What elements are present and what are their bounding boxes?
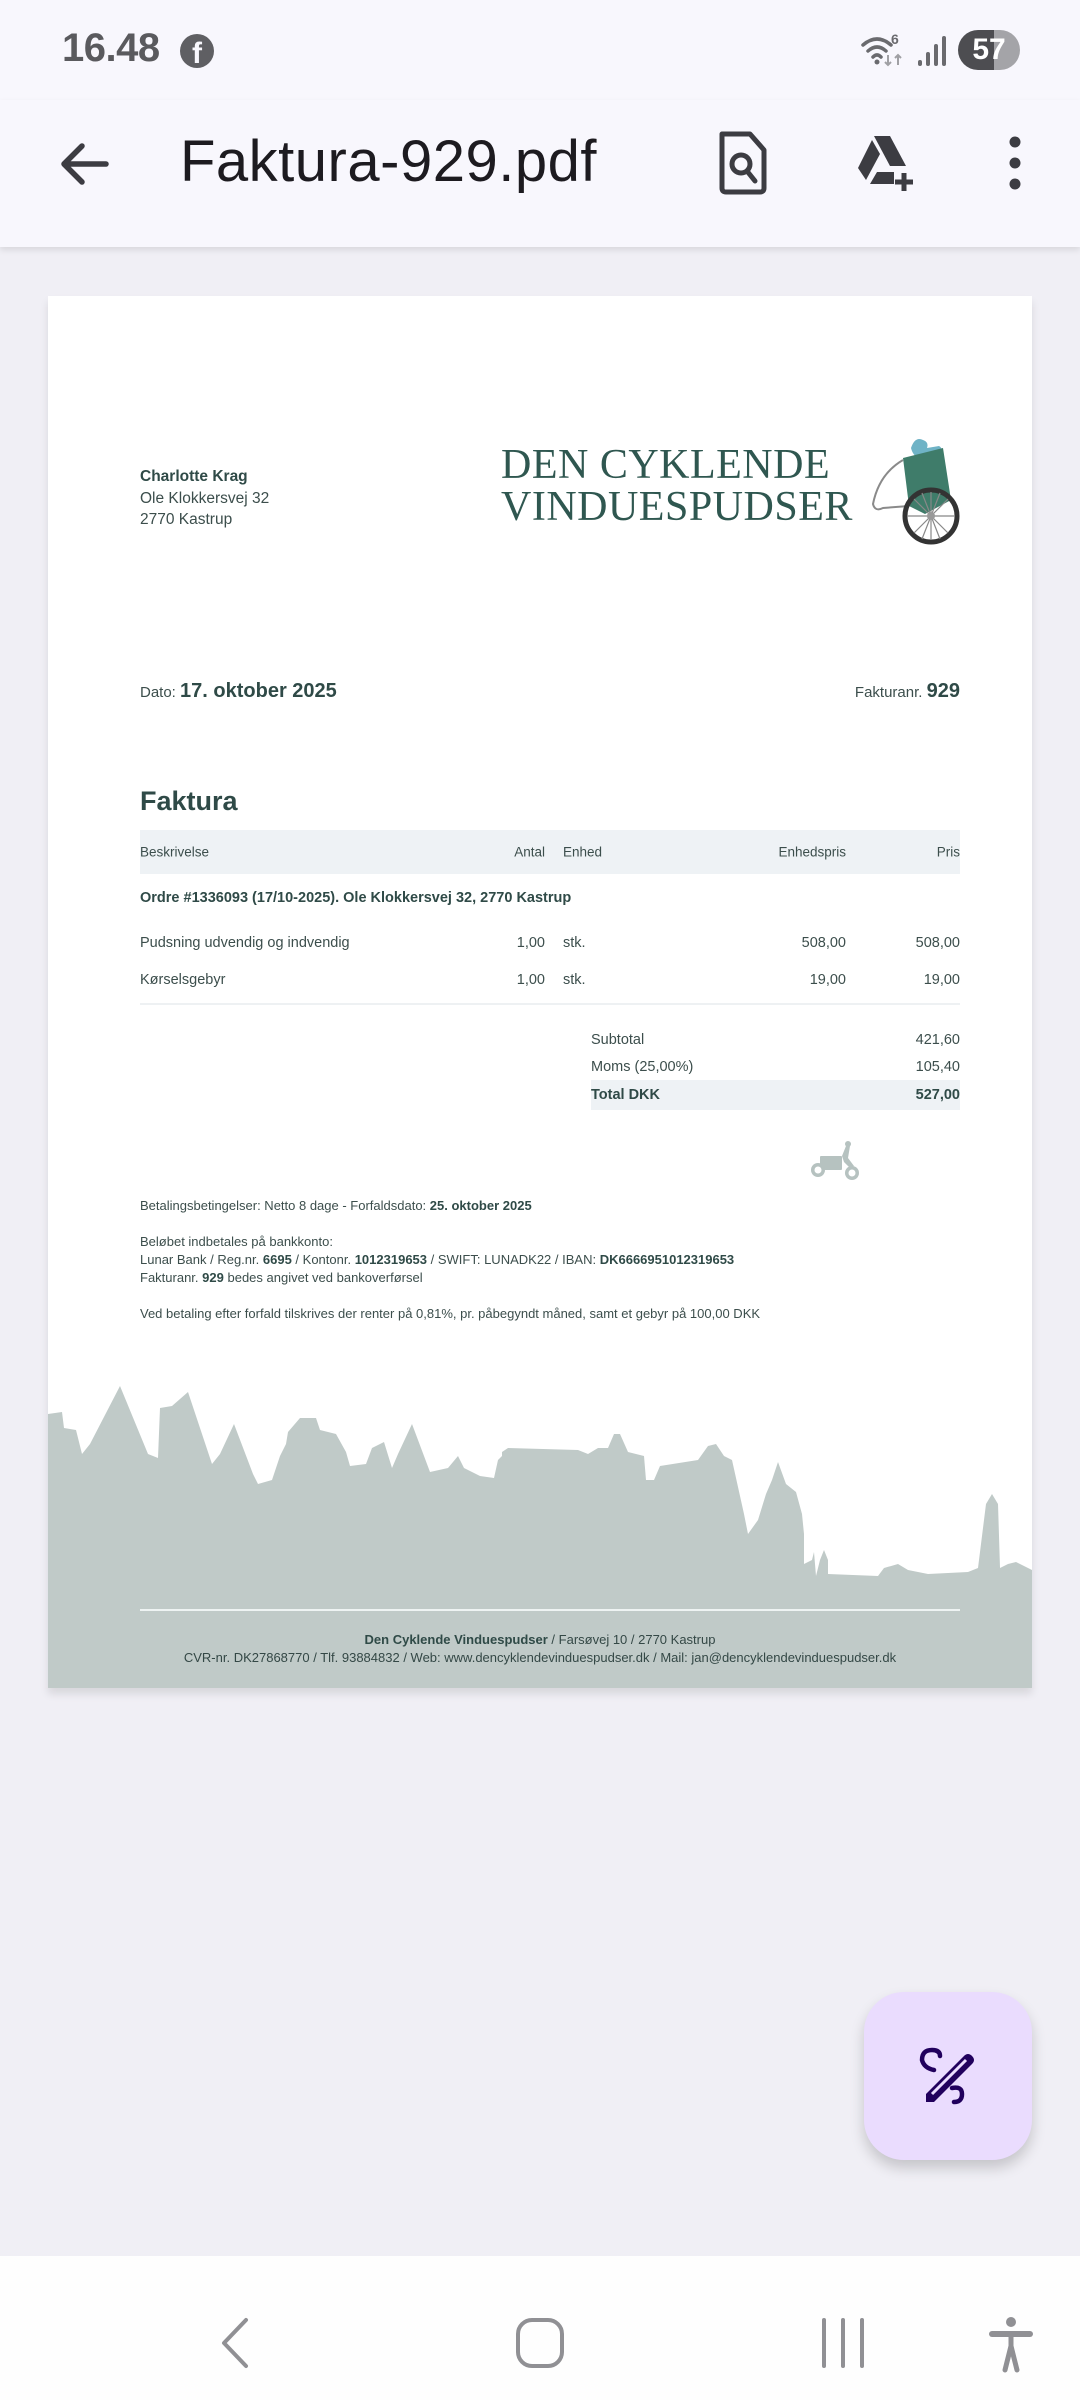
iban: DK6666951012319653 <box>599 1252 735 1267</box>
line-items-table <box>140 830 960 998</box>
totals-block <box>591 1026 960 1110</box>
item-description: Kørselsgebyr <box>140 971 226 988</box>
reference-suffix: bedes angivet ved bankoverførsel <box>227 1270 423 1285</box>
vat-label: Moms (25,00%) <box>591 1058 694 1075</box>
wifi-label: 6 <box>891 31 899 47</box>
item-quantity: 1,00 <box>516 971 545 988</box>
reference-prefix: Fakturanr. <box>140 1270 199 1285</box>
swift-iban-label: / SWIFT: LUNADK22 / IBAN: <box>430 1252 597 1267</box>
nav-recents-icon[interactable] <box>818 2316 868 2370</box>
item-unit: stk. <box>563 934 586 951</box>
item-unit: stk. <box>563 971 586 988</box>
facebook-icon: f <box>180 34 214 68</box>
total-label: Total DKK <box>591 1087 661 1103</box>
item-price: 19,00 <box>923 971 960 988</box>
recipient-street: Ole Klokkersvej 32 <box>140 489 270 507</box>
more-vert-icon[interactable] <box>980 128 1050 198</box>
item-price: 508,00 <box>915 934 960 951</box>
wifi-icon <box>860 31 906 69</box>
logo-line-2: VINDUESPUDSER <box>501 484 853 530</box>
reference-number: 929 <box>202 1270 224 1285</box>
item-quantity: 1,00 <box>516 934 545 951</box>
document-title: Faktura-929.pdf <box>180 129 597 194</box>
date-label: Dato: <box>140 684 176 701</box>
footer-contact: CVR-nr. DK27868770 / Tlf. 93884832 / Web: www.dencyklendevinduespudser.dk / Mail: jan@dencyklendevinduespudser.dk <box>183 1650 897 1665</box>
col-header-description: Beskrivelse <box>140 844 210 860</box>
item-unit-price: 19,00 <box>809 971 846 988</box>
battery-indicator: 57 <box>958 30 1020 70</box>
app-bar <box>0 100 1080 247</box>
company-logo <box>501 434 961 546</box>
payment-reference <box>140 1269 960 1287</box>
invoice-date <box>140 680 337 703</box>
bank-intro: Beløbet indbetales på bankkonto: <box>140 1234 333 1249</box>
logo-line-1: DEN CYKLENDE <box>501 442 831 488</box>
footer-divider <box>140 1609 960 1611</box>
date-value: 17. oktober 2025 <box>180 680 337 702</box>
table-divider <box>140 1003 960 1005</box>
recipient-address <box>140 466 269 531</box>
logo-text <box>501 444 853 528</box>
signal-icon <box>916 32 948 68</box>
invoice-heading: Faktura <box>140 786 238 816</box>
accessibility-icon[interactable] <box>988 2316 1034 2374</box>
table-row <box>140 961 960 998</box>
nav-home-icon[interactable] <box>514 2316 566 2370</box>
draw-icon <box>918 2046 978 2106</box>
nav-back-icon[interactable] <box>218 2316 252 2370</box>
late-fee-notice: Ved betaling efter forfald tilskrives der renter på 0,81%, pr. påbegyndt måned, samt et gebyr på 100,00 DKK <box>140 1306 761 1321</box>
col-header-price: Pris <box>936 844 960 860</box>
table-header <box>140 830 960 874</box>
status-time: 16.48 <box>62 26 160 70</box>
payment-terms <box>140 1197 960 1323</box>
kontonr-label: / Kontonr. <box>295 1252 352 1267</box>
annotate-fab-button[interactable] <box>864 1992 1032 2160</box>
item-description: Pudsning udvendig og indvendig <box>140 934 350 951</box>
total-value: 527,00 <box>915 1087 960 1103</box>
payment-conditions-text: Betalingsbetingelser: Netto 8 dage - Forfaldsdato: <box>140 1198 427 1213</box>
footer-company-name: Den Cyklende Vinduespudser <box>364 1632 548 1647</box>
cargo-bike-icon <box>806 1140 864 1182</box>
invoice-number <box>855 680 960 703</box>
col-header-quantity: Antal <box>514 844 545 860</box>
footer-address: / Farsøvej 10 / 2770 Kastrup <box>551 1632 716 1647</box>
bike-cart-logo-icon <box>869 434 961 546</box>
kontonr: 1012319653 <box>354 1252 428 1267</box>
col-header-unit-price: Enhedspris <box>778 844 846 860</box>
payment-conditions <box>140 1197 960 1215</box>
total-row <box>591 1080 960 1110</box>
recipient-name: Charlotte Krag <box>140 468 248 485</box>
subtotal-row <box>591 1026 960 1053</box>
vat-value: 105,40 <box>915 1058 960 1075</box>
drive-add-icon[interactable] <box>850 128 920 198</box>
status-bar <box>0 0 1080 100</box>
vat-row <box>591 1053 960 1080</box>
bank-details <box>140 1251 960 1269</box>
reg-nr: 6695 <box>262 1252 292 1267</box>
navigation-bar <box>0 2256 1080 2400</box>
status-icons <box>860 30 1020 70</box>
document-search-icon[interactable] <box>708 128 778 198</box>
footer-company-line <box>48 1632 1032 1647</box>
due-date: 25. oktober 2025 <box>429 1198 532 1213</box>
item-unit-price: 508,00 <box>801 934 846 951</box>
subtotal-label: Subtotal <box>591 1031 645 1048</box>
bank-prefix: Lunar Bank / Reg.nr. <box>140 1252 260 1267</box>
pdf-page[interactable] <box>48 296 1032 1688</box>
recipient-city: 2770 Kastrup <box>140 511 233 528</box>
invoice-number-value: 929 <box>926 680 960 702</box>
invoice-number-label: Fakturanr. <box>854 684 923 701</box>
order-description: Ordre #1336093 (17/10-2025). Ole Klokkersvej 32, 2770 Kastrup <box>140 890 572 906</box>
order-row <box>140 874 960 924</box>
table-row <box>140 924 960 961</box>
back-arrow-icon[interactable] <box>56 136 112 192</box>
subtotal-value: 421,60 <box>915 1031 960 1048</box>
col-header-unit: Enhed <box>563 844 603 860</box>
